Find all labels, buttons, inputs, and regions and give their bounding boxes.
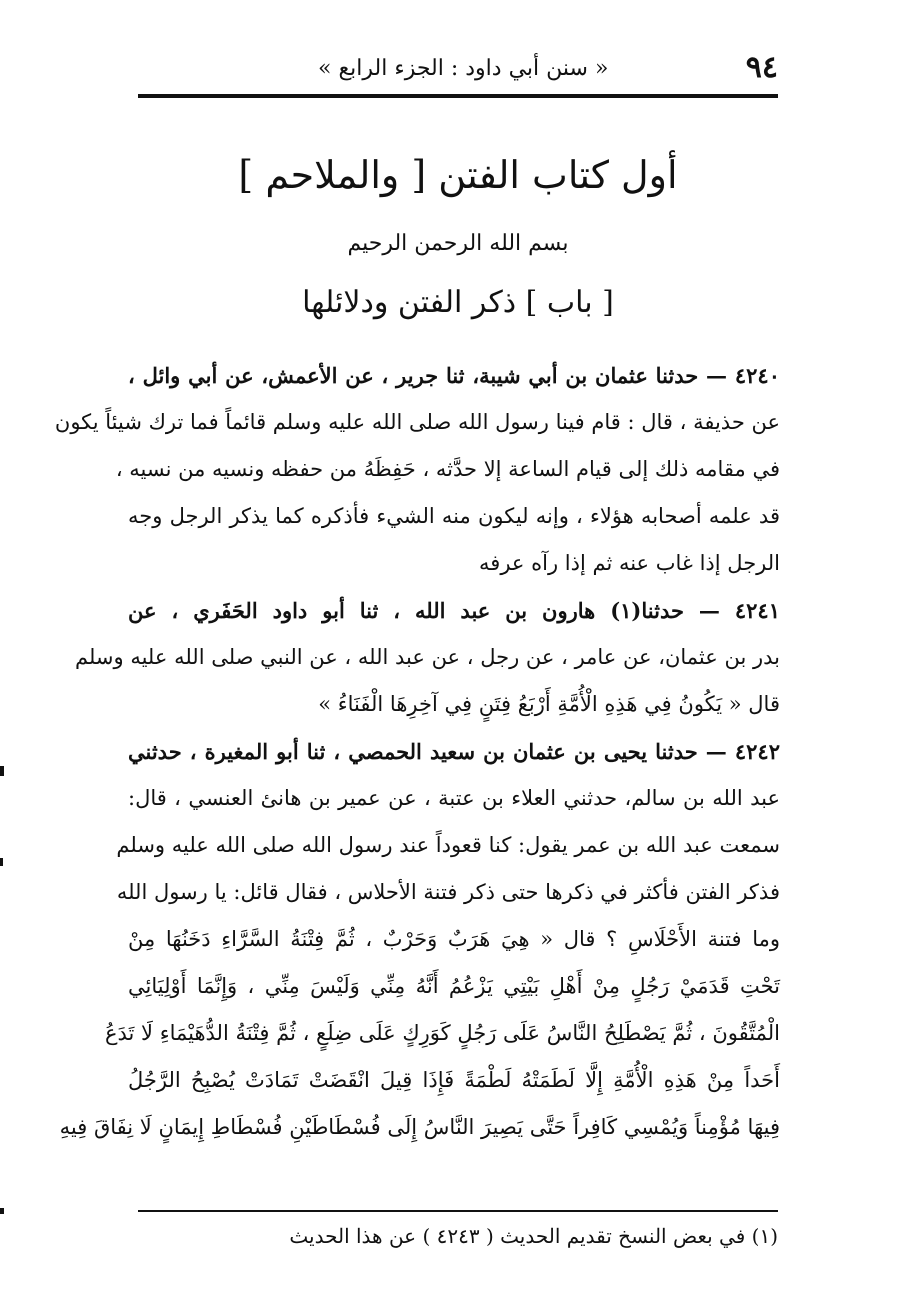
text-line: أَحَداً مِنْ هَذِهِ الْأُمَّةِ إِلَّا لَطَمَتْهُ لَطْمَةً فَإِذَا قِيلَ انْقَضَتْ تَمَادَتْ يُصْبِحُ الرَّجُلُ [128, 1068, 780, 1092]
text-line: ٤٢٤١ — حدثنا(١) هارون بن عبد الله ، ثنا أبو داود الحَفَري ، عن [128, 598, 780, 623]
page-header [138, 48, 778, 92]
scan-mark [0, 858, 3, 866]
text-line: في مقامه ذلك إلى قيام الساعة إلا حدَّثه ، حَفِظَهُ من حفظه ونسيه من نسيه ، [115, 457, 780, 481]
footnote: (١) في بعض النسخ تقديم الحديث ( ٤٢٤٣ ) عن هذا الحديث [289, 1224, 778, 1248]
running-title: « سنن أبي داود : الجزء الرابع » [318, 56, 609, 81]
hadith-text [54, 352, 780, 1151]
text-line: وما فتنة الأَحْلَاسِ ؟ قال « هِيَ هَرَبٌ وَحَرْبٌ ، ثُمَّ فِتْنَةُ السَّرَّاءِ دَخَنُهَا مِنْ [128, 927, 780, 951]
chapter-title: [ باب ] ذكر الفتن ودلائلها [302, 285, 614, 320]
header-rule [138, 94, 778, 98]
basmala: بسم الله الرحمن الرحيم [347, 231, 569, 256]
book-title: أول كتاب الفتن [ والملاحم ] [238, 153, 678, 197]
text-line: فذكر الفتن فأكثر في ذكرها حتى ذكر فتنة الأحلاس ، فقال قائل: يا رسول الله [116, 880, 780, 904]
text-line: فِيهَا مُؤْمِناً وَيُمْسِي كَافِراً حَتَّى يَصِيرَ النَّاسُ إِلَى فُسْطَاطَيْنِ فُسْطَاطِ إِيمَانٍ لَا نِفَاقَ فِيهِ [59, 1115, 780, 1139]
text-line: تَحْتِ قَدَمَيْ رَجُلٍ مِنْ أَهْلِ بَيْتِي يَزْعُمُ أَنَّهُ مِنِّي وَلَيْسَ مِنِّي ، وَإِنَّمَا أَوْلِيَائِي [128, 974, 780, 998]
text-line: عبد الله بن سالم، حدثني العلاء بن عتبة ، عن عمير بن هانئ العنسي ، قال: [128, 786, 780, 810]
text-line: قال « يَكُونُ فِي هَذِهِ الْأُمَّةِ أَرْبَعُ فِتَنٍ فِي آخِرِهَا الْفَنَاءُ » [318, 692, 780, 716]
footnote-rule [138, 1210, 778, 1212]
text-line: سمعت عبد الله بن عمر يقول: كنا قعوداً عند رسول الله صلى الله عليه وسلم [116, 833, 780, 857]
text-line: الرجل إذا غاب عنه ثم إذا رآه عرفه [479, 551, 780, 575]
text-line: ٤٢٤٢ — حدثنا يحيى بن عثمان بن سعيد الحمصي ، ثنا أبو المغيرة ، حدثني [128, 739, 780, 764]
text-line: عن حذيفة ، قال : قام فينا رسول الله صلى الله عليه وسلم قائماً فما ترك شيئاً يكون [54, 410, 780, 434]
text-line: قد علمه أصحابه هؤلاء ، وإنه ليكون منه الشيء فأذكره كما يذكر الرجل وجه [128, 504, 780, 528]
text-line: بدر بن عثمان، عن عامر ، عن رجل ، عن عبد الله ، عن النبي صلى الله عليه وسلم [74, 645, 780, 669]
page-number: ٩٤ [745, 50, 778, 85]
scan-mark [0, 766, 4, 776]
text-line: ٤٢٤٠ — حدثنا عثمان بن أبي شيبة، ثنا جرير ، عن الأعمش، عن أبي وائل ، [128, 363, 780, 388]
text-line: الْمُتَّقُونَ ، ثُمَّ يَصْطَلِحُ النَّاسُ عَلَى رَجُلٍ كَوَرِكٍ عَلَى ضِلَعٍ ، ثُمَّ فِتْنَةُ الدُّهَيْمَاءِ لَا تَدَعُ [104, 1021, 780, 1045]
scan-mark [0, 1208, 4, 1214]
